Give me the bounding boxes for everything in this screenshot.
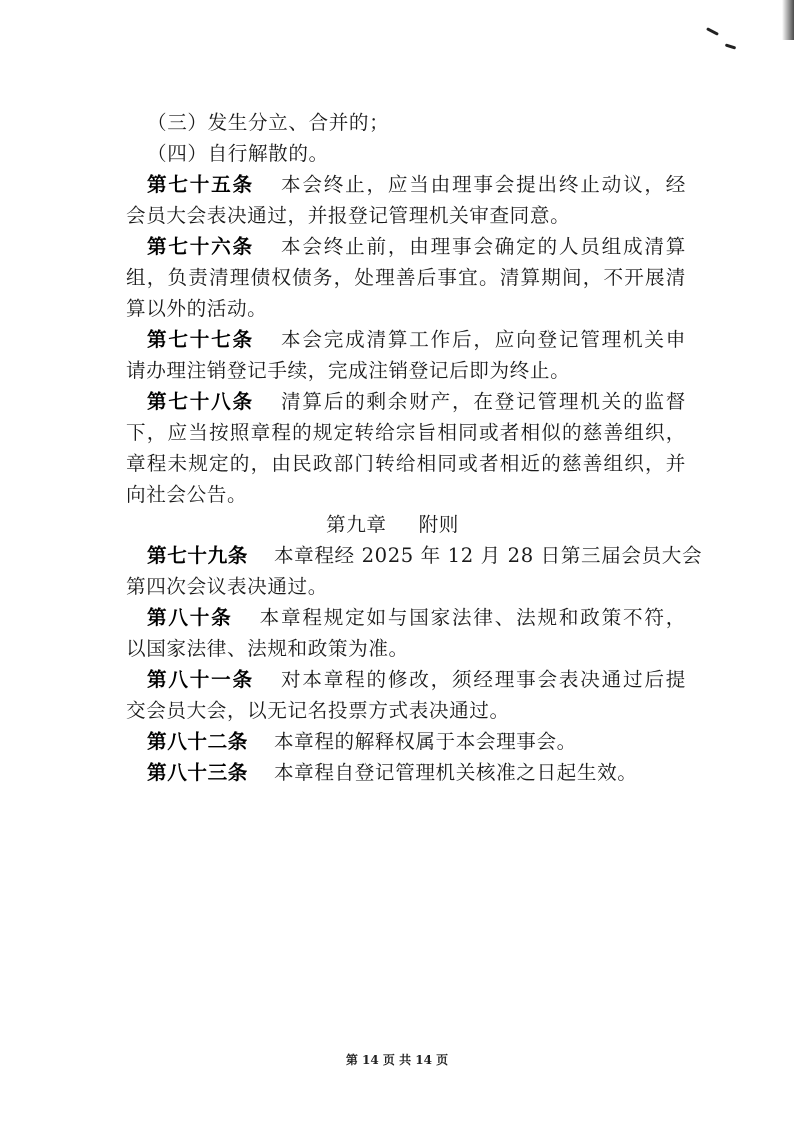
page-number-footer: 第 14 页 共 14 页 [345,1053,449,1067]
article-80-line-2: 以国家法律、法规和政策为准。 [126,637,409,660]
article-75-text: 本会终止，应当由理事会提出终止动议，经 [279,173,686,196]
article-83-text: 本章程自登记管理机关核准之日起生效。 [273,761,638,784]
article-78-line-1 [147,388,686,416]
article-77-line-1 [147,326,686,354]
scan-edge-shadow [782,0,794,40]
article-76-line-2: 组，负责清理债权债务，处理善后事宜。清算期间，不开展清 [126,266,686,289]
article-81-text: 对本章程的修改，须经理事会表决通过后提 [279,668,686,691]
article-78-line-4: 向社会公告。 [126,483,248,506]
article-78-heading: 第七十八条 [147,390,254,413]
article-83-heading: 第八十三条 [147,761,248,784]
article-80-heading: 第八十条 [147,606,233,629]
article-83-line-1 [147,759,637,787]
article-76-line-1 [147,233,686,261]
article-80-text: 本章程规定如与国家法律、法规和政策不符， [258,606,686,629]
article-76-line-3: 算以外的活动。 [126,297,268,320]
article-78-line-3: 章程未规定的，由民政部门转给相同或者相近的慈善组织，并 [126,452,686,475]
article-82-line-1 [147,728,577,756]
article-75-line-1 [147,171,686,199]
scan-mark [706,27,719,36]
list-item-3: （三）发生分立、合并的； [147,111,390,134]
article-79-line-1 [147,542,703,570]
article-77-text: 本会完成清算工作后，应向登记管理机关申 [279,328,686,351]
article-78-text: 清算后的剩余财产，在登记管理机关的监督 [279,390,686,413]
chapter-title: 附则 [418,513,459,536]
list-item-4: （四）自行解散的。 [147,142,329,165]
article-81-line-1 [147,666,686,694]
article-82-heading: 第八十二条 [147,730,248,753]
article-76-heading: 第七十六条 [147,235,254,258]
article-79-line-2: 第四次会议表决通过。 [126,575,328,598]
article-75-heading: 第七十五条 [147,173,254,196]
article-82-text: 本章程的解释权属于本会理事会。 [273,730,577,753]
article-79-heading: 第七十九条 [147,544,248,567]
article-77-heading: 第七十七条 [147,328,254,351]
article-80-line-1 [147,604,686,632]
article-76-text: 本会终止前，由理事会确定的人员组成清算 [279,235,686,258]
article-79-text: 本章程经 2025 年 12 月 28 日第三届会员大会 [273,544,703,567]
article-77-line-2: 请办理注销登记手续，完成注销登记后即为终止。 [126,359,571,382]
article-78-line-2: 下，应当按照章程的规定转给宗旨相同或者相似的慈善组织， [126,421,686,444]
article-81-heading: 第八十一条 [147,668,254,691]
scan-mark [725,43,736,49]
article-81-line-2: 交会员大会，以无记名投票方式表决通过。 [126,699,510,722]
chapter-number: 第九章 [326,513,387,536]
article-75-line-2: 会员大会表决通过，并报登记管理机关审查同意。 [126,204,571,227]
chapter-heading [326,511,459,539]
